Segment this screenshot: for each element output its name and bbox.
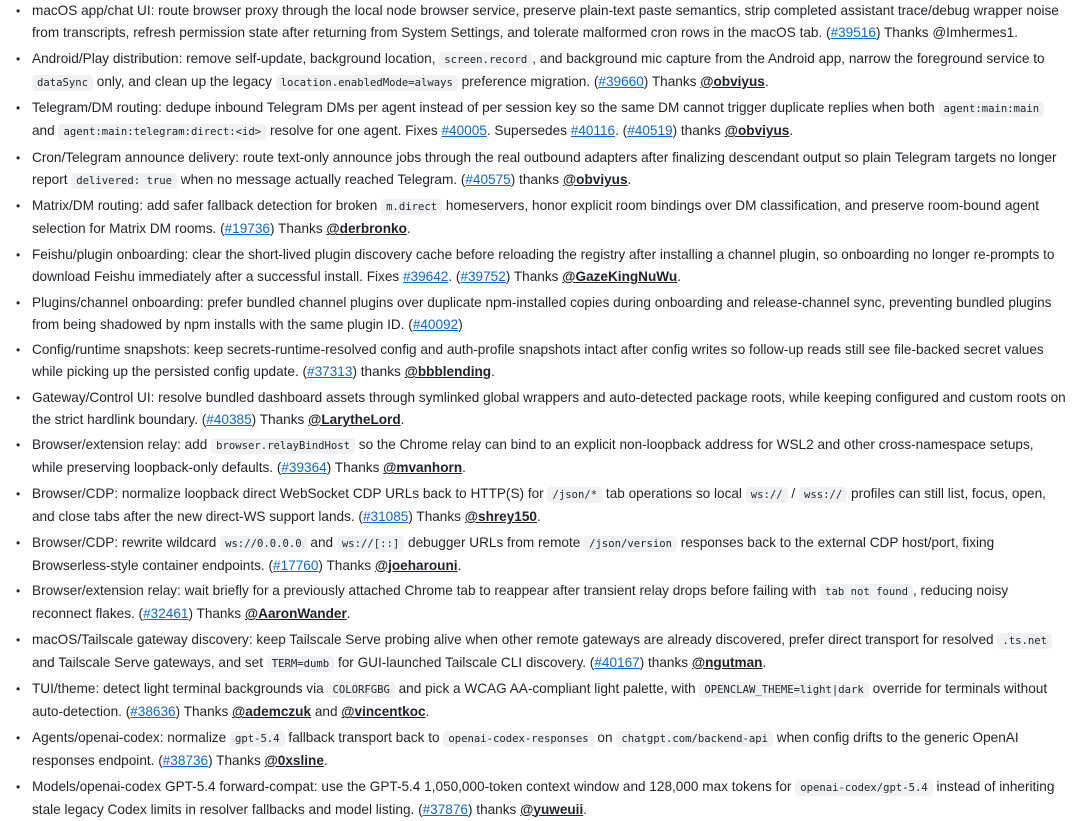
entry-text: / (787, 485, 799, 501)
entry-text: and (306, 534, 337, 550)
inline-code: .ts.net (997, 633, 1052, 649)
entry-text: Browser/CDP: normalize loopback direct WebSocket CDP URLs back to HTTP(S) for (32, 485, 548, 501)
inline-code: gpt-5.4 (230, 731, 285, 747)
inline-code: TERM=dumb (267, 656, 334, 672)
entry-text: Models/openai-codex GPT-5.4 forward-compat: use the GPT-5.4 1,050,000-token context window and 128,000 max tokens for (32, 778, 796, 794)
entry-text: and Tailscale Serve gateways, and set (32, 654, 267, 670)
bullet-icon: • (16, 730, 21, 745)
inline-code: openai-codex/gpt-5.4 (795, 780, 933, 796)
inline-code: location.enabledMode=always (276, 75, 458, 91)
entry-text: ) thanks (510, 171, 563, 187)
entry-text: ) Thanks (175, 704, 233, 720)
bullet-icon: • (16, 779, 21, 794)
entry-text: . (346, 606, 351, 622)
bullet-icon: • (16, 247, 21, 262)
entry-text: Config/runtime snapshots: keep secrets-runtime-resolved config and auth-profile snapshots intact after config writes so follow-up reads still see file-backed secret values while picking up the persisted config update. ( (32, 342, 1044, 380)
entry-text: . ( (448, 268, 461, 284)
entry-text: . (627, 171, 632, 187)
user-mention-link[interactable]: @yuweuii (520, 801, 584, 817)
entry-text: . (323, 752, 328, 768)
bullet-icon: • (16, 632, 21, 647)
entry-text: ) Thanks (326, 460, 384, 476)
entry-text: Browser/extension relay: wait briefly for a previously attached Chrome tab to reappear after transient relay drops before failing with (32, 583, 821, 599)
entry-text: responses back to the external CDP host/port, fixing Browserless-style container endpoints. ( (32, 534, 995, 573)
entry-text: TUI/theme: detect light terminal backgrounds via (32, 681, 328, 697)
issue-link[interactable]: #40116 (570, 123, 616, 139)
user-mention-link[interactable]: @joeharouni (374, 557, 458, 573)
entry-text: . (536, 508, 541, 524)
inline-code: m.direct (381, 199, 442, 215)
issue-link[interactable]: #40005 (441, 123, 487, 139)
changelog-entry (14, 48, 1068, 94)
bullet-icon: • (16, 101, 21, 116)
inline-code: dataSync (32, 75, 93, 91)
entry-text: so the Chrome relay can bind to an explicit non-loopback address for WSL2 and other cross-namespace setups, while preserving loopback-only defaults. ( (32, 437, 1034, 476)
entry-text: Android/Play distribution: remove self-update, background location, (32, 50, 440, 66)
user-mention-link[interactable]: @GazeKingNuWu (562, 268, 678, 284)
user-mention-link[interactable]: @AaronWander (244, 606, 347, 622)
inline-code: openai-codex-responses (443, 731, 593, 747)
issue-link[interactable]: #40575 (465, 171, 511, 187)
inline-code: agent:main:main (939, 101, 1045, 117)
user-mention-link[interactable]: @bbblending (404, 364, 492, 380)
entry-text: when no message actually reached Telegram. ( (176, 171, 466, 187)
changelog-entry (14, 678, 1068, 723)
user-mention-link[interactable]: @LarytheLord (308, 411, 401, 427)
entry-text: macOS app/chat UI: route browser proxy through the local node browser service, preserve plain-text paste semantics, strip completed assistant trace/debug wrapper noise from transcripts, refresh permission state after returning from System Settings, and tolerate malformed cron rows in the macOS tab. ( (32, 3, 1059, 40)
bullet-icon: • (16, 438, 21, 453)
issue-link[interactable]: #39752 (460, 268, 506, 284)
entry-text: ) Thanks (270, 221, 327, 237)
inline-code: tab not found (820, 584, 913, 600)
entry-text: Feishu/plugin onboarding: clear the short-lived plugin discovery cache before reloading the registry after installing a channel plugin, so onboarding no longer re-prompts to download Feishu immediately after a successful install. Fixes (32, 246, 1055, 284)
entry-text: and (32, 123, 59, 139)
changelog-entry (14, 387, 1068, 431)
entry-text: ) thanks (467, 801, 521, 817)
entry-text: and (311, 704, 342, 720)
entry-text: ) thanks (352, 364, 405, 380)
entry-text: . (764, 73, 769, 89)
entry-text: Cron/Telegram announce delivery: route text-only announce jobs through the real outbound adapters after finalizing descendant output so plain Telegram targets no longer report (32, 149, 1057, 187)
bullet-icon: • (16, 295, 21, 310)
changelog-entry (14, 580, 1068, 625)
issue-link[interactable]: #39642 (402, 268, 449, 284)
entry-text: . ( (615, 123, 628, 139)
inline-code: ws://[::] (337, 536, 404, 552)
bullet-icon: • (16, 51, 21, 66)
user-mention-link[interactable]: @0xsline (264, 752, 324, 768)
entry-text: ) Thanks (208, 752, 265, 768)
inline-code: browser.relayBindHost (211, 438, 355, 454)
entry-text: , reducing noisy reconnect flakes. ( (32, 583, 1009, 622)
entry-text: macOS/Tailscale gateway discovery: keep Tailscale Serve probing alive when other remote gateways are already discovered, prefer direct transport for resolved (32, 631, 998, 647)
issue-link[interactable]: #32461 (143, 606, 189, 622)
issue-link[interactable]: #39660 (598, 73, 644, 89)
entry-text: . (462, 460, 466, 476)
issue-link[interactable]: #37876 (422, 801, 468, 817)
entry-text: . (491, 364, 495, 380)
entry-text: ) thanks (639, 654, 692, 670)
entry-text: ) Thanks @Imhermes1. (875, 25, 1018, 40)
entry-text: , and background mic capture from the Android app, narrow the foreground service to (532, 50, 1045, 66)
inline-code: chatgpt.com/backend-api (616, 731, 773, 747)
changelog-entry (14, 292, 1068, 336)
issue-link[interactable]: #37313 (307, 364, 353, 380)
entry-text: Telegram/DM routing: dedupe inbound Telegram DMs per agent instead of per session key so the same DM cannot trigger duplicate replies when both (32, 100, 939, 116)
entry-text: ) Thanks (505, 268, 563, 284)
entry-text: Gateway/Control UI: resolve bundled dashboard assets through symlinked global wrappers and auto-detected package roots, while keeping configured and custom roots on the strict hardlink boundary. ( (32, 389, 1066, 427)
inline-code: /json/* (547, 487, 602, 503)
inline-code: delivered: true (71, 173, 177, 189)
entry-text: Browser/extension relay: add (32, 437, 212, 453)
inline-code: ws:// (746, 487, 788, 503)
user-mention-link[interactable]: @vincentkoc (341, 704, 426, 720)
inline-code: ws://0.0.0.0 (220, 536, 307, 552)
bullet-icon: • (16, 390, 21, 405)
issue-link[interactable]: #19736 (224, 221, 270, 237)
bullet-icon: • (16, 343, 21, 358)
bullet-icon: • (16, 4, 21, 18)
entry-text: homeservers, honor explicit room bindings over DM classification, and preserve room-bound agent selection for Matrix DM rooms. ( (32, 198, 1040, 237)
issue-link[interactable]: #40092 (412, 316, 459, 332)
entry-text: for GUI-launched Tailscale CLI discovery. ( (334, 654, 595, 670)
bullet-icon: • (16, 199, 21, 214)
changelog-entry (14, 97, 1068, 143)
entry-text: Browser/CDP: rewrite wildcard (32, 534, 221, 550)
entry-text: ) Thanks (408, 508, 465, 524)
changelog-entry (14, 0, 1068, 44)
inline-code: agent:main:telegram:direct:<id> (58, 124, 266, 140)
issue-link[interactable]: #40167 (594, 654, 640, 670)
changelog-entry (14, 483, 1068, 528)
issue-link[interactable]: #17760 (273, 557, 319, 573)
entry-text: resolve for one agent. Fixes (266, 123, 442, 139)
entry-text: . (457, 557, 462, 573)
entry-text: ) thanks (672, 123, 725, 139)
entry-text: ) Thanks (188, 606, 245, 622)
issue-link[interactable]: #31085 (362, 508, 409, 524)
entry-text: override for terminals without auto-detection. ( (32, 681, 1048, 720)
entry-text: . (400, 411, 405, 427)
changelog-entry (14, 434, 1068, 479)
changelog-entry (14, 244, 1068, 288)
issue-link[interactable]: #40519 (627, 123, 673, 139)
inline-code: /json/version (584, 536, 677, 552)
entry-text: only, and clean up the legacy (93, 73, 276, 89)
entry-text: . (789, 123, 794, 139)
user-mention-link[interactable]: @ngutman (691, 654, 763, 670)
entry-text: Plugins/channel onboarding: prefer bundled channel plugins over duplicate npm-installed copies during onboarding and release-channel sync, preventing bundled plugins from being shadowed by npm installs with the same plugin ID. ( (32, 294, 1052, 332)
changelog-entry (14, 339, 1068, 383)
entry-text: ) Thanks (251, 411, 309, 427)
entry-text: preference migration. ( (457, 73, 599, 89)
entry-text: ) Thanks (643, 73, 701, 89)
inline-code: OPENCLAW_THEME=light|dark (699, 682, 868, 698)
changelog-entry (14, 147, 1068, 192)
entry-text: . (425, 704, 430, 720)
entry-text: when config drifts to the generic OpenAI responses endpoint. ( (32, 729, 1019, 768)
user-mention-link[interactable]: @obviyus (724, 123, 790, 139)
inline-code: COLORFGBG (327, 682, 394, 698)
changelog-entry (14, 776, 1068, 821)
bullet-icon: • (16, 150, 21, 165)
user-mention-link[interactable]: @obviyus (700, 73, 765, 89)
issue-link[interactable]: #39364 (281, 460, 327, 476)
user-mention-link[interactable]: @mvanhorn (383, 460, 463, 476)
user-mention-link[interactable]: @derbronko (326, 221, 407, 237)
entry-text: fallback transport back to (284, 729, 444, 745)
entry-text: . Supersedes (486, 123, 571, 139)
bullet-icon: • (16, 535, 21, 550)
entry-text: . (677, 268, 681, 284)
issue-link[interactable]: #38636 (130, 704, 176, 720)
entry-text: Matrix/DM routing: add safer fallback detection for broken (32, 198, 382, 214)
changelog-entry (14, 532, 1068, 577)
entry-text: . (762, 654, 767, 670)
entry-text: ) (458, 316, 463, 332)
bullet-icon: • (16, 486, 21, 501)
user-mention-link[interactable]: @shrey150 (464, 508, 537, 524)
entry-text: and pick a WCAG AA-compliant light palette, with (394, 681, 700, 697)
entry-text: . (406, 221, 411, 237)
bullet-icon: • (16, 584, 21, 599)
user-mention-link[interactable]: @obviyus (562, 171, 628, 187)
entry-text: Agents/openai-codex: normalize (32, 729, 230, 745)
entry-text: instead of inheriting stale legacy Codex limits in resolver fallbacks and model listing. ( (32, 778, 1055, 817)
user-mention-link[interactable]: @ademczuk (232, 704, 312, 720)
entry-text: profiles can still list, focus, open, and close tabs after the new direct-WS support lands. ( (32, 485, 1046, 524)
entry-text: ) Thanks (318, 557, 375, 573)
entry-text: . (583, 801, 588, 817)
entry-text: debugger URLs from remote (404, 534, 585, 550)
entry-text: on (593, 729, 617, 745)
bullet-icon: • (16, 682, 21, 697)
inline-code: screen.record (439, 52, 532, 68)
changelog-entry (14, 195, 1068, 240)
issue-link[interactable]: #38736 (162, 752, 209, 768)
entry-text: tab operations so local (602, 485, 746, 501)
issue-link[interactable]: #40385 (206, 411, 252, 427)
issue-link[interactable]: #39516 (830, 25, 876, 40)
inline-code: wss:// (799, 487, 847, 503)
changelog-entry (14, 727, 1068, 772)
changelog-entry (14, 629, 1068, 675)
